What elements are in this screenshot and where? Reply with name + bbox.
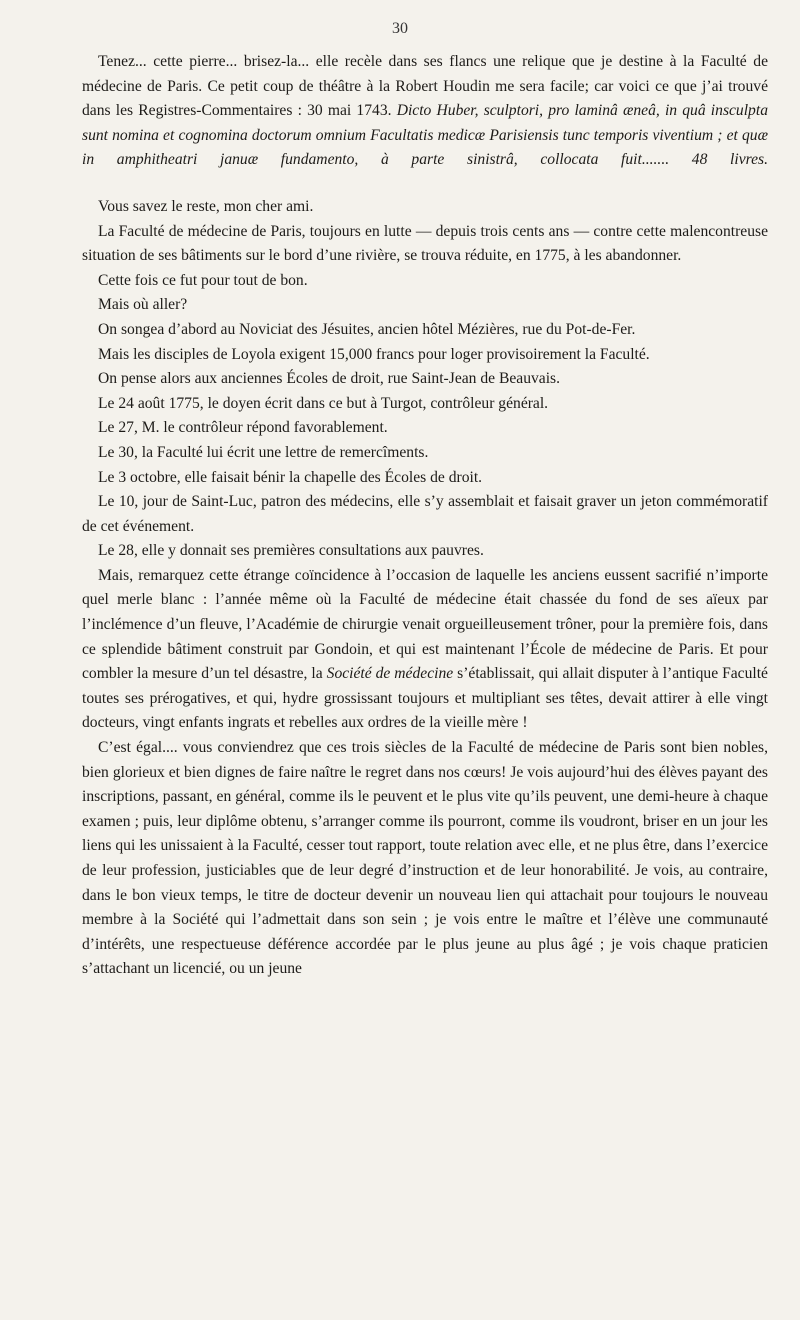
paragraph xyxy=(82,416,768,441)
text-run: Mais les disciples de Loyola exigent 15,000 francs pour loger provisoirement la Faculté. xyxy=(98,345,650,363)
paragraph xyxy=(82,441,768,466)
paragraph xyxy=(82,269,768,294)
paragraph xyxy=(82,539,768,564)
paragraph xyxy=(82,392,768,417)
text-run: Vous savez le reste, mon cher ami. xyxy=(98,197,314,215)
text-run: Tenez... cette pierre... brisez-la... elle recèle dans ses flancs une relique que je destine à la Faculté de médecine de Paris. Ce petit coup de théâtre à la Robert Houdin me sera facile; car voici ce que j’ai trouvé dans les Registres-Commentaires : 30 mai 1743. xyxy=(82,53,768,120)
text-run: Le 30, la Faculté lui écrit une lettre de remercîments. xyxy=(98,443,429,461)
text-run: C’est égal.... vous conviendrez que ces trois siècles de la Faculté de médecine de Paris sont bien nobles, bien glorieux et bien dignes de faire naître le regret dans nos cœurs! Je vois aujourd’hui des élèves payant des inscriptions, passant, en général, comme ils le peuvent et le plus vite qu’ils peuvent, une demi-heure à chaque examen ; puis, leur diplôme obtenu, s’arranger comme ils pourront, comme ils voudront, briser en un jour les liens qui les unissaient à la Faculté, cesser tout rapport, toute relation avec elle, et ne plus être, dans l’exercice de leur profession, justiciables que de leur degré d’instruction et de leur honorabilité. Je vois, au contraire, dans le bon vieux temps, le titre de docteur devenir un nouveau lien qui attachait pour toujours le nouveau membre à la Société qui l’admettait dans son sein ; je vois entre le maître et l’élève une communauté d’intérêts, une respectueuse déférence accordée par le plus jeune au plus âgé ; je vois chaque praticien s’attachant un licencié, ou un jeune xyxy=(82,739,768,978)
text-run: La Faculté de médecine de Paris, toujours en lutte — depuis trois cents ans — contre cette malencontreuse situation de ses bâtiments sur le bord d’une rivière, se trouva réduite, en 1775, à les abandonner. xyxy=(82,222,768,265)
paragraph xyxy=(82,220,768,269)
body-text xyxy=(82,50,768,982)
italic-text: Société de médecine xyxy=(326,665,454,683)
paragraph xyxy=(82,564,768,736)
text-run: Mais où aller? xyxy=(98,296,188,314)
text-run: Le 27, M. le contrôleur répond favorablement. xyxy=(98,419,388,437)
paragraph xyxy=(82,466,768,491)
text-run: Le 3 octobre, elle faisait bénir la chapelle des Écoles de droit. xyxy=(98,468,483,486)
text-run: On pense alors aux anciennes Écoles de droit, rue Saint-Jean de Beauvais. xyxy=(98,370,561,388)
paragraph xyxy=(82,293,768,318)
text-run: Mais, remarquez cette étrange coïncidence à l’occasion de laquelle les anciens eussent sacrifié n’importe quel merle blanc : l’année même où la Faculté de médecine était chassée du fond de ses aïeux par l’inclémence d’un fleuve, l’Académie de chirurgie venait orgueilleusement trôner, pour la première fois, dans ce splendide bâtiment construit par Gondoin, et qui est maintenant l’École de médecine de Paris. Et pour combler la mesure d’un tel désastre, la xyxy=(82,566,768,683)
paragraph xyxy=(82,736,768,982)
text-run: Le 24 août 1775, le doyen écrit dans ce but à Turgot, contrôleur général. xyxy=(98,394,549,412)
paragraph xyxy=(82,343,768,368)
italic-text: Dicto Huber, sculptori, pro laminâ æneâ, in quâ insculpta sunt nomina et cognomina doctorum omnium Facultatis medicæ Parisiensis tunc temporis viventium ; et quæ in amphitheatri januæ fundamento, à parte sinistrâ, collocata fuit....... 48 livres. xyxy=(82,102,768,169)
text-run: Le 10, jour de Saint-Luc, patron des médecins, elle s’y assemblait et faisait graver un jeton commémoratif de cet événement. xyxy=(82,493,768,535)
paragraph xyxy=(82,490,768,539)
text-run: s’établissait, qui allait disputer à l’antique Faculté toutes ses prérogatives, et qui, hydre grossissant toujours et multipliant ses têtes, devait attirer à elle vingt docteurs, vingt enfants ingrats et rebelles aux ordres de la vieille mère ! xyxy=(82,665,768,732)
page-number: 30 xyxy=(392,20,408,37)
paragraph xyxy=(82,195,768,220)
paragraph xyxy=(82,50,768,173)
text-run: Le 28, elle y donnait ses premières consultations aux pauvres. xyxy=(98,542,484,560)
paragraph xyxy=(82,318,768,343)
text-run: On songea d’abord au Noviciat des Jésuites, ancien hôtel Mézières, rue du Pot-de-Fer. xyxy=(98,320,636,338)
paragraph xyxy=(82,367,768,392)
text-run: Cette fois ce fut pour tout de bon. xyxy=(98,271,308,289)
